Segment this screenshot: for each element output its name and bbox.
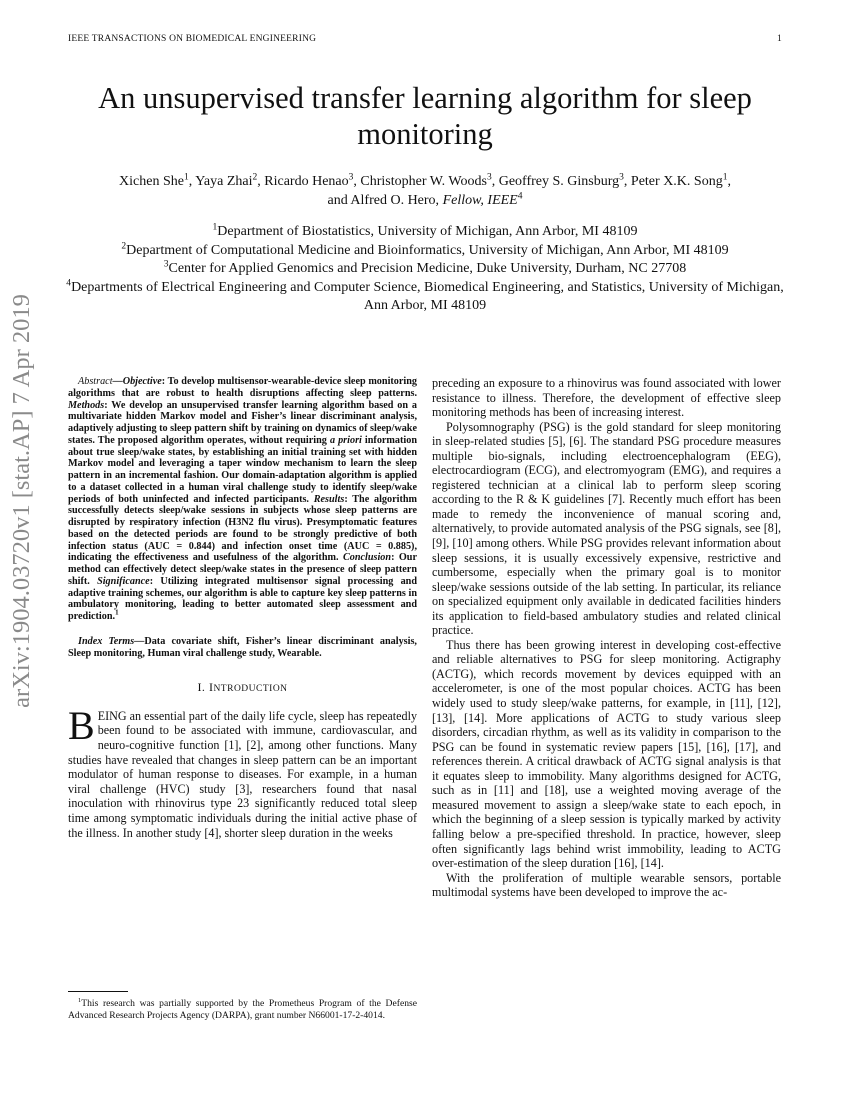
intro-lead: EING [97,708,127,723]
a-priori: a priori [329,434,362,446]
arxiv-stamp [6,294,38,708]
paragraph: preceding an exposure to a rhinovirus was found associated with lower resistance to illness. Therefore, the development of effective sleep monitoring methods has been of increasing interest. [432,376,781,420]
methods-label: Methods [68,399,105,411]
author-name: Geoffrey S. Ginsburg [498,174,620,189]
affiliation-sup: 1 [212,222,218,233]
paper-title: An unsupervised transfer learning algorithm for sleep monitoring [98,81,752,151]
author-sup: 3 [486,172,492,183]
abstract [68,376,417,623]
author-sup: 1 [183,172,189,183]
abstract-significance: : Utilizing integrated multisensor signal processing and adaptive training schemes, our algorithm is able to capture key sleep patterns in ambulatory monitoring, leading to better automated sleep assessment and prediction. [68,575,418,622]
arxiv-stamp-text: arXiv:1904.03720v1 [stat.AP] 7 Apr 2019 [8,294,35,708]
left-column [68,376,417,840]
abstract-label: Abstract [78,376,113,387]
abstract-results: : The algorithm successfully detects sleep/wake sessions in subjects whose sleep patterns are disrupted by respiratory infection (H3N2 flu virus). Presymptomatic features based on the detected periods are found to be strongly predictive of both infection status (AUC = 0.844) and infection onset time (AUC = 0.885), indicating the effectiveness and usefulness of the algorithm. [68,493,417,564]
conclusion-label: Conclusion [342,552,392,564]
abstract-dash: — [112,376,123,387]
author-sup: 3 [348,172,354,183]
index-terms [68,636,417,660]
affiliation-text: Departments of Electrical Engineering and Computer Science, Biomedical Engineering, and Statistics, University of Michigan, Ann Arbor, MI 48109 [71,279,784,313]
paragraph: Thus there has been growing interest in developing cost-effective and reliable alternatives to PSG for sleep monitoring. Actigraphy (ACTG), which records movement by devices equipped with an accelerometer, is one of the most popular choices. ACTG has been widely used to study sleep/wake patterns, for example, in [11], [12], [13], [14]. More applications of ACTG to study various sleep disorders, circadian rhythm, as well as its validity in comparison to the PSG can be found in systematic review papers [15], [16], [17], and references therein. A critical drawback of ACTG signal analysis is that it equates sleep to immobility. Many algorithms designed for ACTG, such as in [11] and [18], use a weighted moving average of the measured movement to assign a sleep/wake state to each epoch, in which the beginning of a sleep session is typically marked by activity falling below a pre-specified threshold. In practice, however, sleep often significantly lags behind wrist immobility, leading to ACTG over-estimation of the sleep duration [16], [14]. [432,637,781,871]
author-name: and Alfred O. Hero, [327,193,440,208]
affiliation [55,260,795,279]
index-terms-text: —Data covariate shift, Fisher’s linear discriminant analysis, Sleep monitoring, Human viral challenge study, Wearable. [68,635,417,659]
affiliation-text: Department of Biostatistics, University of Michigan, Ann Arbor, MI 48109 [217,224,638,239]
author-name: Xichen She [119,174,184,189]
section-rest: NTRODUCTION [213,684,288,695]
objective-label: Objective [122,376,162,387]
affiliation-sup: 3 [163,259,169,270]
paragraph: Polysomnography (PSG) is the gold standard for sleep monitoring in sleep-related studies [5], [6]. The standard PSG procedure measures multiple bio-signals, including electroencephalogram (EEG), electrocardiogram (ECG), and electromyogram (EMG), and requires a registered technician at a clinical lab to perform sleep scoring according to the R & K guidelines [7]. Recently much effort has been made to remedy the inconvenience of manual scoring and, alternatively, to provide automated analysis of the PSG signals, see [8], [9], [10] among others. While PSG provides relevant information about sleep sessions, it is usually excessively expensive, restrictive and cumbersome, especially when the primary goal is to monitor sleep/wake sessions outside of the lab setting. In particular, its reliance on specialized equipment only available in dedicated facilities hinders its application to field-based ambulatory studies and related clinical practice. [432,419,781,638]
results-label: Results [313,493,345,505]
author-sup: 1 [722,172,728,183]
footnote-rule [68,991,128,992]
footnote [68,998,417,1021]
author-name: Peter X.K. Song [630,174,723,189]
affiliation [55,223,795,242]
section-heading-introduction [68,680,417,697]
index-terms-label: Index Terms [78,635,135,647]
page-number: 1 [777,34,782,44]
significance-label: Significance [97,575,150,587]
intro-text: an essential part of the daily life cycle, sleep has repeatedly been found to be associated with immune, cardiovascular, and neuro-cognitive function [1], [2], among other functions. Many studies have revealed that changes in sleep pattern can be an important modulator of human response to diseases. For example, in a human viral challenge (HVC) study [3], researchers found that nasal inoculation with rhinovirus type 23 significantly reduced total sleep time among symptomatic individuals during the initial active phase of the illness. In another study [4], shorter sleep duration in the weeks [68,708,417,840]
introduction-paragraph [68,702,417,840]
author-name: Ricardo Henao [264,174,349,189]
author-sup: 3 [619,172,624,183]
affiliation-text: Center for Applied Genomics and Precision Medicine, Duke University, Durham, NC 27708 [168,261,687,276]
author-list: Xichen She$^1$, Yaya Zhai$^2$, Ricardo Henao$^3$, Christopher W. Woods$^3$, Geoffrey S. Ginsburg$^3$, Peter X.K. Song$^1$, and Alfred O. Hero, Fellow, IEEE$^4$ [119,172,731,208]
affiliations [55,223,795,316]
abstract-footnote-mark: 1 [115,609,119,617]
section-first-letter: I [208,680,214,695]
author-sup: 2 [252,172,258,183]
affiliation [55,242,795,261]
right-column [432,376,781,900]
abstract-methods-cont: information about true sleep/wake states, by establishing an initial training set with hidden Markov model and leveraging a taper window mechanism to learn the sleep pattern in an incremental fashion. Our domain-adaptation algorithm is applied to a dataset collected in a human viral challenge study to identify sleep/wake periods of both uninfected and infected participants. [68,434,417,505]
abstract-conclusion: : Our method can effectively detect sleep/wake states in the presence of sleep pattern shift. [68,552,417,587]
author-name: Yaya Zhai [195,174,253,189]
affiliation [55,279,795,316]
drop-cap: B [68,702,95,748]
paragraph: With the proliferation of multiple wearable sensors, portable multimodal systems have been developed to improve the ac- [432,870,781,900]
abstract-methods: : We develop an unsupervised transfer learning algorithm based on a multivariate hidden Markov model and Fisher’s linear discriminant analysis, adaptively adjusting to sleep pattern shift by training on dynamics of sleep/wake states. The proposed algorithm operates, without requiring [68,399,417,446]
journal-name: IEEE TRANSACTIONS ON BIOMEDICAL ENGINEERING [68,34,317,44]
abstract-objective: : To develop multisensor-wearable-device sleep monitoring algorithms that are robust to health disruptions affecting sleep patterns. [68,376,417,399]
footnote-text: This research was partially supported by the Prometheus Program of the Defense Advanced Research Projects Agency (DARPA), grant number N66001-17-2-4014. [68,998,417,1021]
section-numeral: I. [197,680,209,695]
author-name: Christopher W. Woods [360,174,487,189]
author-title: Fellow, IEEE [442,193,518,208]
footnote-mark: 1 [78,996,82,1004]
running-header [68,34,782,48]
affiliation-sup: 2 [121,240,127,251]
affiliation-text: Department of Computational Medicine and Bioinformatics, University of Michigan, Ann Arbor, MI 48109 [126,242,729,258]
author-sup: 4 [517,191,523,202]
affiliation-sup: 4 [66,277,72,288]
